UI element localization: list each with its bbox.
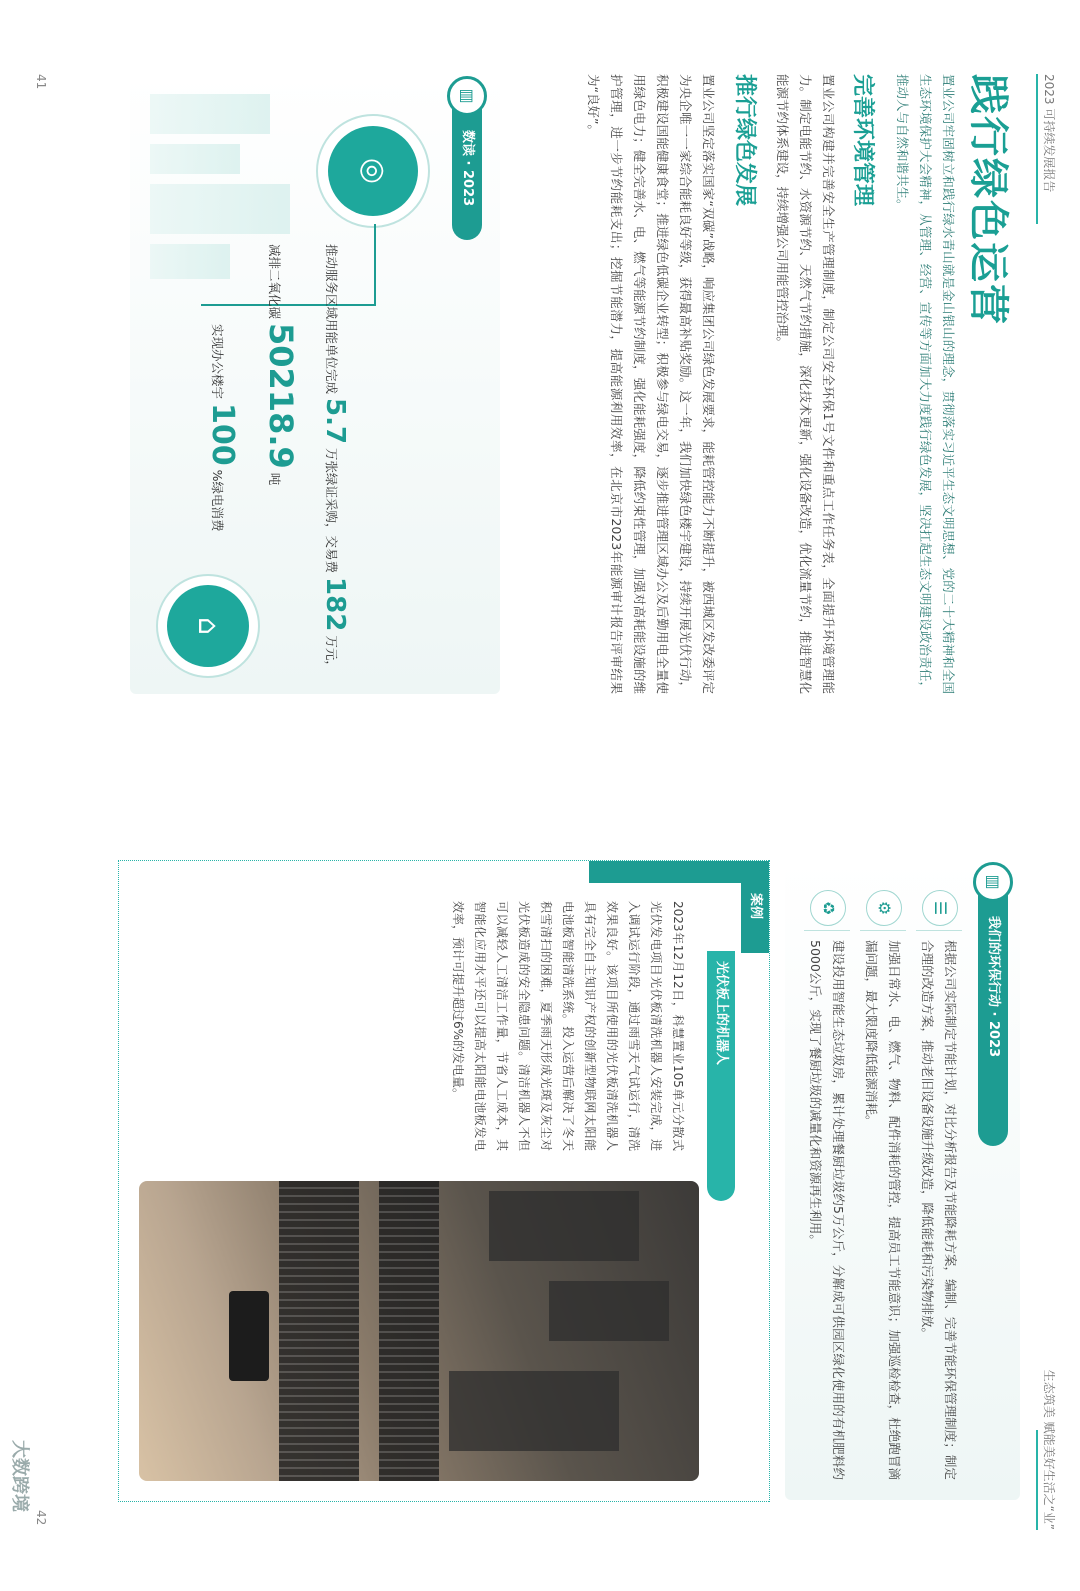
data-panel-tag: 数读 · 2023: [452, 94, 482, 240]
environmental-actions-box: [785, 860, 1020, 1500]
chart-icon: ▥: [973, 862, 1013, 902]
data-panel: [130, 74, 500, 694]
cleaning-robot: [229, 1291, 269, 1381]
stat1-mid: 万张绿证采购，交易费: [324, 448, 339, 574]
city-leaf-badge: [156, 574, 260, 678]
document-icon: ☰: [922, 890, 958, 926]
action-item-1: 根据公司实际制定节能计划，对比分析报告及节能降耗方案，编制、完善节能环保管理制度；制定合理的改造方案，推动老旧设备设施升级改造，降低能耗和污染物排放。: [920, 940, 958, 1480]
stat-green-certificates: [320, 244, 350, 694]
case-study-box: [118, 860, 770, 1502]
page-number-left: 41: [34, 74, 48, 90]
stat1-value2: 182: [320, 577, 350, 632]
action-divider: [860, 930, 906, 931]
case-tag: 案例: [741, 883, 769, 953]
city-silhouette: [150, 184, 290, 234]
stat2-prefix: 减排二氧化碳: [267, 244, 282, 320]
section-title-env-management: 完善环境管理: [850, 74, 875, 207]
report-title-left: 2023 可持续发展报告: [1042, 74, 1056, 193]
city-silhouette: [150, 144, 240, 174]
solar-panel-robot-photo: [139, 1181, 699, 1481]
page-number-right: 42: [34, 1510, 48, 1526]
building-shape: [449, 1371, 619, 1451]
action-item-3: 建设投用智能生态垃圾房，累计处理餐厨垃圾约5万公斤，分解成可供园区绿化使用的有机肥料约5000公斤，实现了餐厨垃圾的减量化和资源再生利用。: [808, 940, 846, 1480]
section-title-green-development: 推行绿色发展: [732, 74, 757, 207]
chart-icon: ▥: [447, 76, 487, 116]
case-body: 2023年12月12日，科慧置业105单元分散式光伏发电项目光伏板清洗机器人安装完成，进入调试运行阶段，通过雨雪天气试运行，清洗效果良好。该项目所使用的光伏板清洗机器人具有完全自主知识产权的创新型物联网太阳能电池板智能清洗系统。投入运营后解决了冬天积雪清扫的困难，夏季雨天形成光斑及灰尘对光伏板造成的安全隐患问题。清洁机器人不但可以减轻人工清洁工作量，节省人工成本，其智能化应用水平还可以提高太阳能电池板发电效率，预计可提升超过6%的发电量。: [451, 901, 685, 1151]
building-shape: [489, 1191, 639, 1261]
stat3-suffix: %绿电消费: [210, 469, 225, 532]
action-item-2: 加强日常水、电、燃气、物料、配件消耗的管控，提高员工节能意识；加强巡检检查，杜绝跑冒滴漏问题，最大限度降低能源消耗。: [864, 940, 902, 1480]
globe-certificate-icon: ◎: [328, 126, 418, 216]
stat-co2-reduction: [262, 244, 300, 664]
intro-paragraph: 置业公司牢固树立和践行绿水青山就是金山银山的理念，贯彻落实习近平生态文明思想、党的二十大精神和全国生态环境保护大会精神，从管理、经营、宣传等方面加大力度践行绿色发展，坚决扛起生态文明建设政治责任，推动人与自然和谐共生。: [895, 74, 956, 694]
stat3-prefix: 实现办公楼宇: [210, 324, 225, 400]
connector-line: [374, 224, 376, 304]
recycle-bin-icon: ♻: [810, 890, 846, 926]
gear-leaf-icon: ⚙: [866, 890, 902, 926]
case-side-bar: [589, 861, 769, 883]
stat2-suffix: 吨: [267, 472, 282, 486]
action-divider: [804, 930, 850, 931]
stat1-value: 5.7: [320, 398, 350, 445]
watermark-logo: 大数跨境: [9, 1440, 30, 1512]
stat1-prefix: 推动服务区域用能单位完成: [324, 244, 339, 395]
solar-panel-row: [379, 1181, 439, 1481]
actions-tag: 我们的环保行动 · 2023: [978, 880, 1008, 1146]
action-divider: [916, 930, 962, 931]
report-title-right: 生态筑美 赋能美好生活之“业”: [1042, 1369, 1056, 1530]
stat3-value: 100: [205, 403, 240, 466]
stat1-suffix: 万元，: [324, 635, 339, 673]
green-development-paragraph: 置业公司坚定落实国家“双碳”战略，响应集团公司绿色发展要求，能耗管控能力不断提升，被西城区发改委评定为央企唯一一家综合能耗良好等级，获得最高补贴奖励。这一年，我们加快绿色楼宇建设，持续开展光伏行动，积极建设国能健康食堂；推进绿色低碳企业转型；积极参与绿电交易，逐步推进管理区域办公及后勤用电全量使用绿色电力；健全完善水、电、燃气等能源节约制度，强化能耗强度，降低约束性管理，加强对高耗能设施的维护管理，进一步节约能耗支出；挖掘节能潜力，提高能源利用效率，在北京市2023年能源审计报告评审结果为“良好”。: [586, 74, 716, 694]
city-leaf-icon: ⌂: [167, 585, 249, 667]
case-title: 光伏板上的机器人: [707, 951, 735, 1201]
page-title: 践行绿色运营: [965, 74, 1011, 326]
building-shape: [549, 1281, 669, 1341]
stat2-value: 50218.9: [262, 323, 300, 469]
solar-panel-row: [279, 1181, 359, 1481]
header-rule-left: [1036, 74, 1038, 224]
globe-certificate-badge: [316, 114, 430, 228]
city-silhouette: [150, 94, 270, 134]
city-silhouette: [150, 244, 230, 279]
env-management-paragraph: 置业公司构建并完善安全生产管理制度，制定公司安全环保1号文件和重点工作任务表，全面提升环境管理能力。制定电能节约、水资源节约、天然气节约措施，深化技术更新，强化设备改造，优化流量节约，推进智慧化能源节约体系建设，持续增强公司用能管控治理。: [775, 74, 836, 694]
header-rule-right: [1036, 1430, 1038, 1530]
